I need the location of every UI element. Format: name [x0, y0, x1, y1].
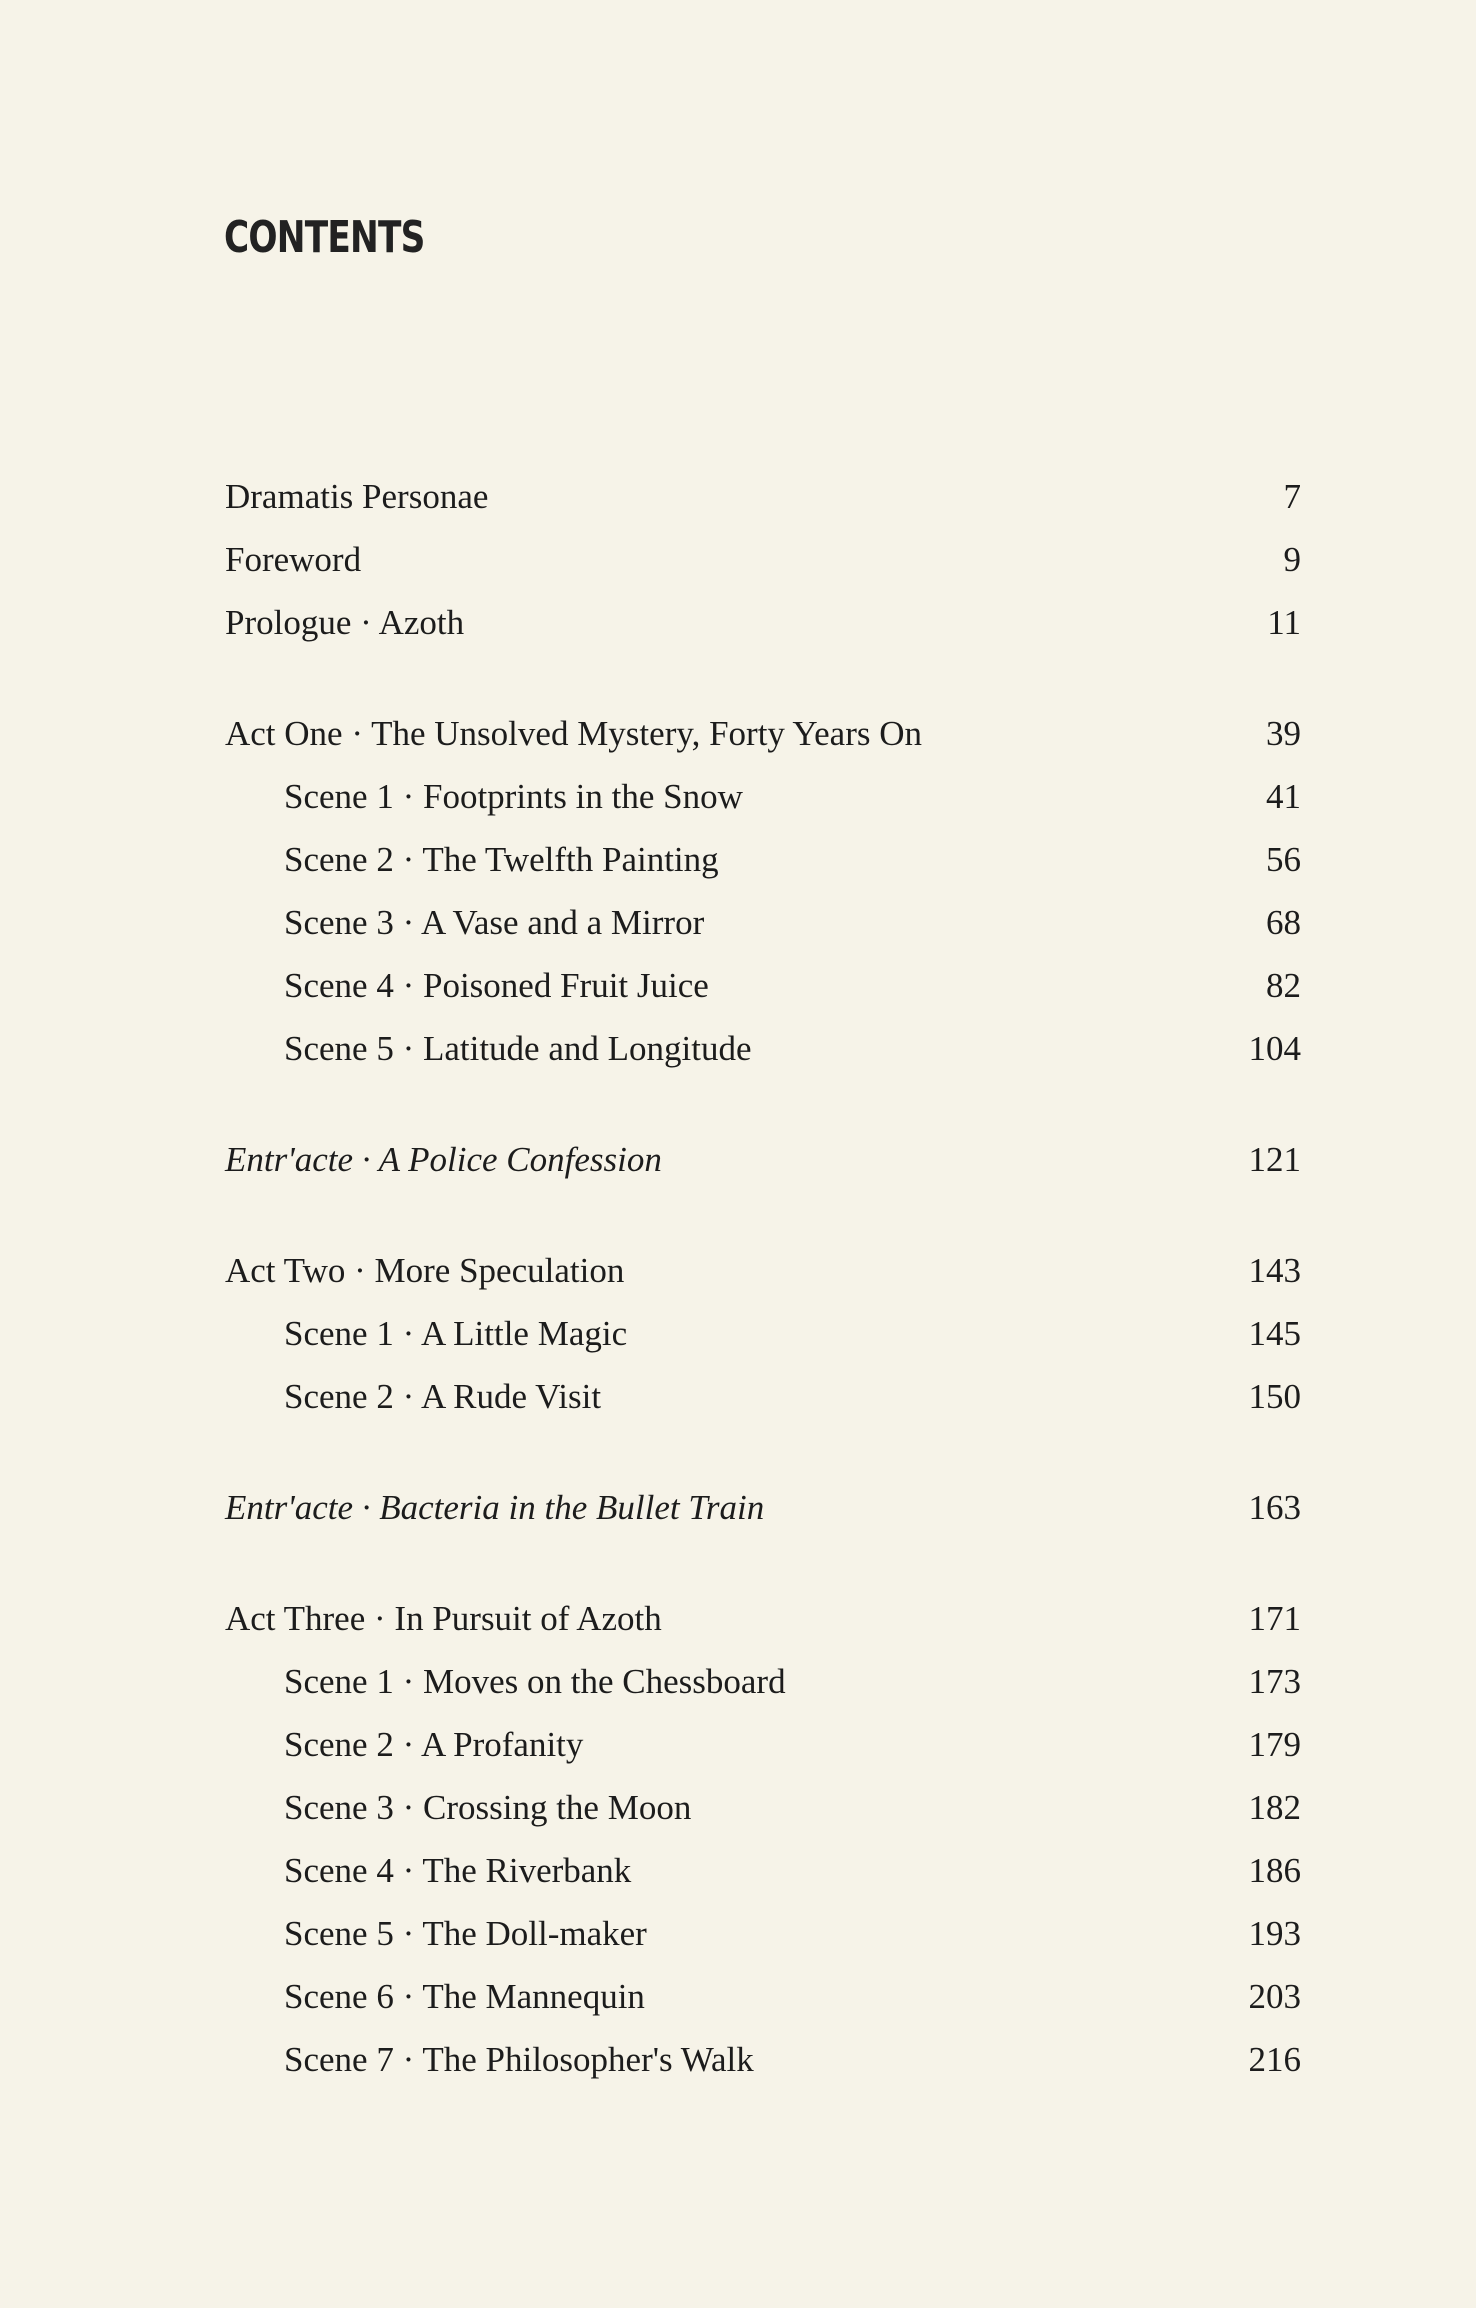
toc-scene-entry — [225, 765, 1301, 828]
entry-page-number: 11 — [1267, 602, 1301, 642]
entry-title: Scene 3 · A Vase and a Mirror — [284, 902, 705, 942]
entry-page-number: 150 — [1248, 1376, 1301, 1416]
entry-page-number: 41 — [1266, 776, 1301, 816]
toc-section — [225, 702, 1301, 1080]
toc-scene-entry — [225, 1902, 1301, 1965]
toc-entry — [225, 1587, 1301, 1650]
toc-scene-entry — [225, 1776, 1301, 1839]
entry-title: Scene 2 · A Profanity — [284, 1724, 584, 1764]
entry-page-number: 193 — [1248, 1913, 1301, 1953]
entry-page-number: 56 — [1266, 839, 1301, 879]
toc-scene-entry — [225, 2028, 1301, 2091]
toc-entry — [225, 528, 1301, 591]
toc-entry — [225, 1239, 1301, 1302]
entry-page-number: 163 — [1248, 1487, 1301, 1527]
toc-entry — [225, 1128, 1301, 1191]
toc-scene-entry — [225, 891, 1301, 954]
entry-title: Act Two · More Speculation — [225, 1250, 625, 1290]
entry-title: Scene 5 · The Doll-maker — [284, 1913, 647, 1953]
entry-title: Foreword — [225, 539, 362, 579]
entry-title: Entr'acte · A Police Confession — [225, 1139, 662, 1179]
toc-entry — [225, 465, 1301, 528]
entry-title: Act One · The Unsolved Mystery, Forty Years On — [225, 713, 923, 753]
entry-title: Entr'acte · Bacteria in the Bullet Train — [225, 1487, 765, 1527]
toc-scene-entry — [225, 1650, 1301, 1713]
toc-scene-entry — [225, 1839, 1301, 1902]
toc-section — [225, 1476, 1301, 1539]
entry-page-number: 203 — [1248, 1976, 1301, 2016]
entry-page-number: 121 — [1248, 1139, 1301, 1179]
toc-section — [225, 1128, 1301, 1191]
toc-scene-entry — [225, 1017, 1301, 1080]
entry-page-number: 173 — [1248, 1661, 1301, 1701]
entry-title: Scene 2 · A Rude Visit — [284, 1376, 602, 1416]
entry-title: Scene 2 · The Twelfth Painting — [284, 839, 719, 879]
toc-section — [225, 465, 1301, 654]
entry-page-number: 179 — [1248, 1724, 1301, 1764]
entry-title: Scene 7 · The Philosopher's Walk — [284, 2039, 754, 2079]
entry-page-number: 82 — [1266, 965, 1301, 1005]
entry-title: Act Three · In Pursuit of Azoth — [225, 1598, 662, 1638]
toc-scene-entry — [225, 1365, 1301, 1428]
entry-page-number: 7 — [1283, 476, 1301, 516]
entry-page-number: 9 — [1283, 539, 1301, 579]
entry-page-number: 186 — [1248, 1850, 1301, 1890]
entry-page-number: 143 — [1248, 1250, 1301, 1290]
entry-page-number: 104 — [1248, 1028, 1301, 1068]
entry-title: Scene 1 · A Little Magic — [284, 1313, 628, 1353]
entry-title: Scene 5 · Latitude and Longitude — [284, 1028, 752, 1068]
entry-page-number: 216 — [1248, 2039, 1301, 2079]
table-of-contents — [225, 465, 1301, 2091]
toc-section — [225, 1239, 1301, 1428]
entry-title: Scene 1 · Moves on the Chessboard — [284, 1661, 786, 1701]
entry-title: Prologue · Azoth — [225, 602, 465, 642]
entry-title: Scene 4 · Poisoned Fruit Juice — [284, 965, 709, 1005]
entry-title: Scene 1 · Footprints in the Snow — [284, 776, 743, 816]
toc-scene-entry — [225, 1713, 1301, 1776]
toc-scene-entry — [225, 1302, 1301, 1365]
toc-entry — [225, 591, 1301, 654]
entry-title: Scene 3 · Crossing the Moon — [284, 1787, 692, 1827]
toc-section — [225, 1587, 1301, 2091]
toc-scene-entry — [225, 828, 1301, 891]
contents-heading: CONTENTS — [224, 212, 425, 263]
entry-page-number: 39 — [1266, 713, 1301, 753]
entry-page-number: 145 — [1248, 1313, 1301, 1353]
entry-page-number: 182 — [1248, 1787, 1301, 1827]
entry-title: Scene 6 · The Mannequin — [284, 1976, 645, 2016]
toc-entry — [225, 1476, 1301, 1539]
entry-title: Dramatis Personae — [225, 476, 489, 516]
toc-scene-entry — [225, 954, 1301, 1017]
toc-scene-entry — [225, 1965, 1301, 2028]
entry-page-number: 68 — [1266, 902, 1301, 942]
toc-entry — [225, 702, 1301, 765]
entry-title: Scene 4 · The Riverbank — [284, 1850, 632, 1890]
entry-page-number: 171 — [1248, 1598, 1301, 1638]
